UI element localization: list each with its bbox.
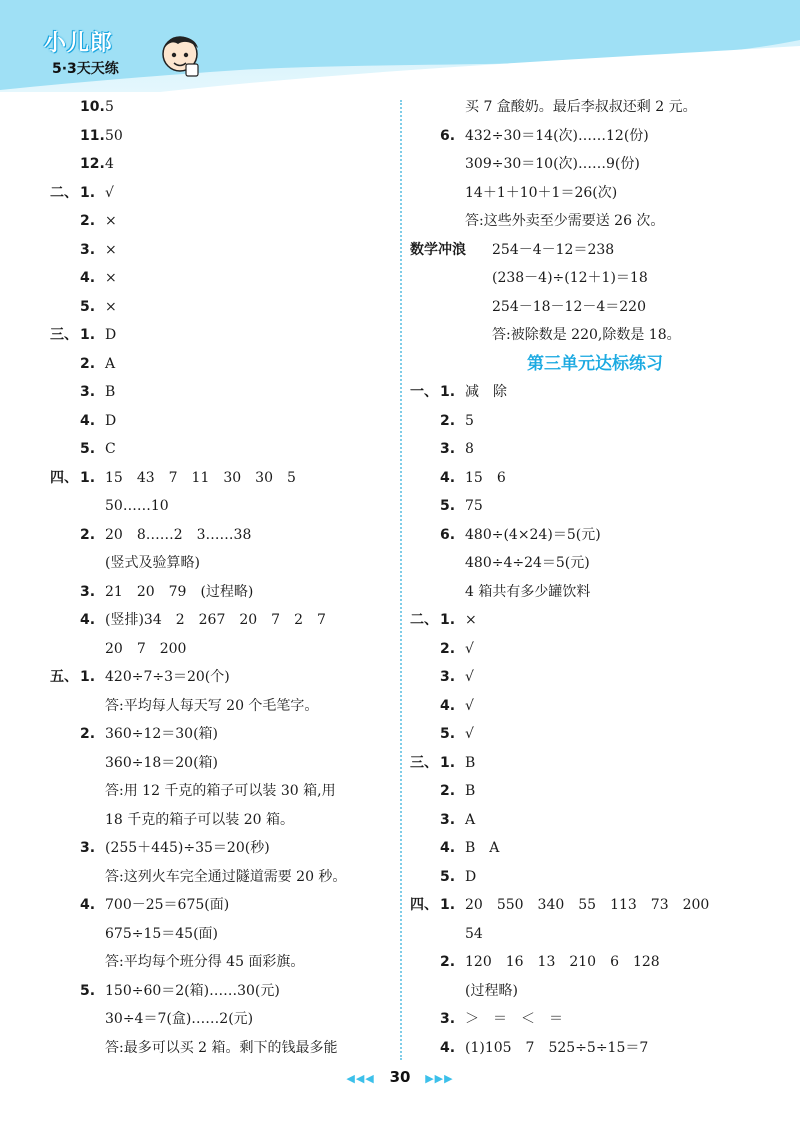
question-number: 5. <box>80 298 96 315</box>
question-number: 3. <box>440 1011 456 1027</box>
question-number: 5. <box>80 982 96 999</box>
question-number: 5. <box>440 726 456 742</box>
section-marker: 二、 <box>50 184 78 201</box>
answer-row <box>50 578 390 607</box>
answer-text: D <box>465 868 477 885</box>
answer-row <box>410 492 780 521</box>
answer-text: 买 7 盒酸奶。最后李叔叔还剩 2 元。 <box>465 99 697 115</box>
answer-row <box>50 948 390 977</box>
answer-row <box>50 1034 390 1063</box>
question-number: 3. <box>440 669 456 685</box>
answer-text: B <box>465 754 476 771</box>
left-arrows-icon: ◀◀◀ <box>346 1072 375 1085</box>
question-number: 2. <box>440 954 456 970</box>
math-surf-row <box>410 264 780 293</box>
answer-row <box>410 920 780 949</box>
answer-text: 675÷15＝45(面) <box>105 925 219 942</box>
answer-row <box>50 435 390 464</box>
answer-text: 309÷30＝10(次)……9(份) <box>465 156 640 172</box>
answer-row <box>50 977 390 1006</box>
answer-row <box>50 834 390 863</box>
answer-row <box>50 920 390 949</box>
section-marker: 四、 <box>410 897 438 913</box>
brand-title: 小儿郎 <box>44 31 114 56</box>
answer-text: 8 <box>465 441 474 457</box>
answer-row <box>50 749 390 778</box>
question-number: 1. <box>80 669 96 685</box>
page-number: 30 <box>389 1068 411 1086</box>
answer-row <box>50 407 390 436</box>
answer-text: 18 千克的箱子可以装 20 箱。 <box>105 811 294 828</box>
answer-text: √ <box>105 184 114 201</box>
answer-text: 答:平均每个班分得 45 面彩旗。 <box>105 954 305 970</box>
answer-text: 20 8……2 3……38 <box>105 526 252 543</box>
question-number: 5. <box>440 498 456 514</box>
question-number: 3. <box>80 840 96 856</box>
answer-text: B <box>465 783 476 799</box>
answer-row <box>50 1005 390 1034</box>
answer-text: (竖排)34 2 267 20 7 2 7 <box>105 612 326 628</box>
answer-row <box>410 834 780 863</box>
answer-text: 50 <box>105 127 123 144</box>
answer-text: 21 20 79 (过程略) <box>105 583 254 600</box>
question-number: 4. <box>440 469 456 486</box>
answer-row <box>50 777 390 806</box>
mascot-icon <box>158 30 202 80</box>
column-divider <box>400 100 402 1060</box>
answer-text: C <box>105 441 116 457</box>
section-marker: 五、 <box>50 669 78 685</box>
answer-text: 15 43 7 11 30 30 5 <box>105 469 296 486</box>
answer-row <box>410 692 780 721</box>
question-number: 3. <box>80 583 96 600</box>
answer-row <box>410 948 780 977</box>
answer-row <box>50 207 390 236</box>
answer-text: 4 <box>105 156 114 172</box>
answer-text: × <box>105 213 117 229</box>
answer-text: 20 7 200 <box>105 640 187 657</box>
question-number: 6. <box>440 127 456 144</box>
answer-text: 480÷(4×24)＝5(元) <box>465 526 601 543</box>
question-number: 4. <box>440 840 456 856</box>
answer-row <box>410 663 780 692</box>
question-number: 1. <box>80 469 96 486</box>
question-number: 2. <box>80 726 96 742</box>
answer-row <box>50 236 390 265</box>
answer-text: 480÷4÷24＝5(元) <box>465 555 590 571</box>
answer-row <box>410 435 780 464</box>
answer-row <box>50 350 390 379</box>
answer-row <box>50 891 390 920</box>
answer-text: 答:最多可以买 2 箱。剩下的钱最多能 <box>105 1039 338 1056</box>
answer-row <box>50 293 390 322</box>
answer-text: 30÷4＝7(盒)……2(元) <box>105 1011 254 1027</box>
question-number: 1. <box>440 754 456 771</box>
question-number: 6. <box>440 526 456 543</box>
answer-row <box>410 150 780 179</box>
question-number: 4. <box>80 612 96 628</box>
answer-text: 120 16 13 210 6 128 <box>465 954 660 970</box>
answer-text: (255＋445)÷35＝20(秒) <box>105 840 270 856</box>
answer-text: B A <box>465 840 500 856</box>
answer-text: (过程略) <box>465 982 518 999</box>
question-number: 1. <box>440 612 456 628</box>
answer-text: 360÷12＝30(箱) <box>105 726 219 742</box>
answer-text: (1)105 7 525÷5÷15＝7 <box>465 1039 649 1056</box>
answer-row <box>50 179 390 208</box>
right-column <box>410 93 780 1062</box>
answer-row <box>50 321 390 350</box>
answer-row <box>410 777 780 806</box>
question-number: 3. <box>440 811 456 828</box>
section-marker: 三、 <box>50 327 78 343</box>
answer-text: × <box>105 241 117 258</box>
answer-row <box>410 549 780 578</box>
answer-text: × <box>105 298 117 315</box>
answer-row <box>50 720 390 749</box>
answer-row <box>50 806 390 835</box>
answer-text: 5 <box>465 412 474 429</box>
answer-row <box>410 578 780 607</box>
question-number: 3. <box>440 441 456 457</box>
answer-row <box>410 863 780 892</box>
answer-row <box>410 122 780 151</box>
answer-row <box>410 977 780 1006</box>
answer-row <box>50 863 390 892</box>
unit-section-title: 第三单元达标练习 <box>527 353 663 374</box>
answer-text: 减 除 <box>465 384 507 400</box>
answer-text: D <box>105 327 117 343</box>
math-surf-row <box>410 321 780 350</box>
answer-text: × <box>105 270 117 286</box>
math-surf-text: 254－18－12－4＝220 <box>492 298 646 315</box>
question-number: 4. <box>80 897 96 913</box>
brand-subtitle: 5·3天天练 <box>52 61 119 77</box>
question-number: 3. <box>80 241 96 258</box>
question-number: 4. <box>440 697 456 714</box>
question-number: 2. <box>440 640 456 657</box>
question-number: 4. <box>80 412 96 429</box>
answer-text: 700－25＝675(面) <box>105 897 230 913</box>
answer-row <box>50 122 390 151</box>
answer-row <box>410 179 780 208</box>
answer-text: A <box>465 811 476 828</box>
answer-row <box>410 1034 780 1063</box>
answer-text: 360÷18＝20(箱) <box>105 754 219 771</box>
question-number: 2. <box>80 213 96 229</box>
answer-row <box>50 663 390 692</box>
answer-text: 54 <box>465 925 483 942</box>
answer-row <box>50 521 390 550</box>
answer-row <box>50 378 390 407</box>
question-number: 3. <box>80 384 96 400</box>
header-band <box>0 0 800 92</box>
answer-row <box>410 1005 780 1034</box>
answer-row <box>50 264 390 293</box>
answer-row <box>410 749 780 778</box>
section-marker: 四、 <box>50 469 78 486</box>
answer-row <box>410 521 780 550</box>
question-number: 2. <box>440 783 456 799</box>
question-number: 5. <box>80 441 96 457</box>
answer-row <box>410 464 780 493</box>
answer-text: √ <box>465 640 474 657</box>
section-marker: 三、 <box>410 754 438 771</box>
answer-text: √ <box>465 726 474 742</box>
question-number: 1. <box>440 384 456 400</box>
answer-row <box>50 549 390 578</box>
answer-row <box>50 150 390 179</box>
answer-text: 50……10 <box>105 498 169 514</box>
answer-row <box>410 891 780 920</box>
answer-text: 5 <box>105 99 114 115</box>
section-marker: 一、 <box>410 384 438 400</box>
answer-row <box>410 378 780 407</box>
question-number: 10. <box>80 99 105 115</box>
answer-text: × <box>465 612 477 628</box>
answer-text: D <box>105 412 117 429</box>
answer-row <box>410 93 780 122</box>
question-number: 1. <box>440 897 456 913</box>
answer-text: 75 <box>465 498 483 514</box>
answer-text: 答:这些外卖至少需要送 26 次。 <box>465 213 665 229</box>
answer-row <box>50 692 390 721</box>
answer-row <box>50 464 390 493</box>
math-surf-label: 数学冲浪 <box>410 241 466 258</box>
left-column <box>50 93 390 1062</box>
answer-row <box>50 606 390 635</box>
math-surf-text: 答:被除数是 220,除数是 18。 <box>492 327 681 343</box>
answer-text: 432÷30＝14(次)……12(份) <box>465 127 649 144</box>
answer-text: 答:用 12 千克的箱子可以装 30 箱,用 <box>105 783 336 799</box>
answer-row <box>410 720 780 749</box>
answer-text: (竖式及验算略) <box>105 555 200 571</box>
question-number: 2. <box>80 355 96 372</box>
question-number: 1. <box>80 327 96 343</box>
answer-row <box>410 806 780 835</box>
section-marker: 二、 <box>410 612 438 628</box>
answer-row <box>50 492 390 521</box>
answer-text: B <box>105 384 116 400</box>
answer-row <box>410 606 780 635</box>
math-surf-row <box>410 293 780 322</box>
answer-text: 15 6 <box>465 469 506 486</box>
math-surf-text: 254－4－12＝238 <box>492 241 615 258</box>
question-number: 4. <box>440 1039 456 1056</box>
answer-text: √ <box>465 669 474 685</box>
answer-text: A <box>105 355 116 372</box>
question-number: 2. <box>80 526 96 543</box>
right-arrows-icon: ▶▶▶ <box>425 1072 454 1085</box>
answer-text: 20 550 340 55 113 73 200 <box>465 897 710 913</box>
answer-text: 答:这列火车完全通过隧道需要 20 秒。 <box>105 868 347 885</box>
question-number: 4. <box>80 270 96 286</box>
answer-text: √ <box>465 697 474 714</box>
answer-row <box>410 207 780 236</box>
answer-text: 150÷60＝2(箱)……30(元) <box>105 982 280 999</box>
answer-row <box>410 407 780 436</box>
question-number: 1. <box>80 184 96 201</box>
math-surf-row <box>410 236 780 265</box>
page-footer <box>0 1068 800 1098</box>
answer-text: 14＋1＋10＋1＝26(次) <box>465 184 618 201</box>
answer-text: 4 箱共有多少罐饮料 <box>465 583 591 600</box>
question-number: 2. <box>440 412 456 429</box>
question-number: 11. <box>80 127 105 144</box>
question-number: 12. <box>80 156 105 172</box>
answer-text: ＞ ＝ ＜ ＝ <box>465 1011 563 1027</box>
answer-row <box>50 635 390 664</box>
answer-row <box>410 635 780 664</box>
question-number: 5. <box>440 868 456 885</box>
answer-text: 答:平均每人每天写 20 个毛笔字。 <box>105 697 319 714</box>
answer-text: 420÷7÷3＝20(个) <box>105 669 230 685</box>
math-surf-text: (238－4)÷(12＋1)＝18 <box>492 270 648 286</box>
answer-row <box>50 93 390 122</box>
